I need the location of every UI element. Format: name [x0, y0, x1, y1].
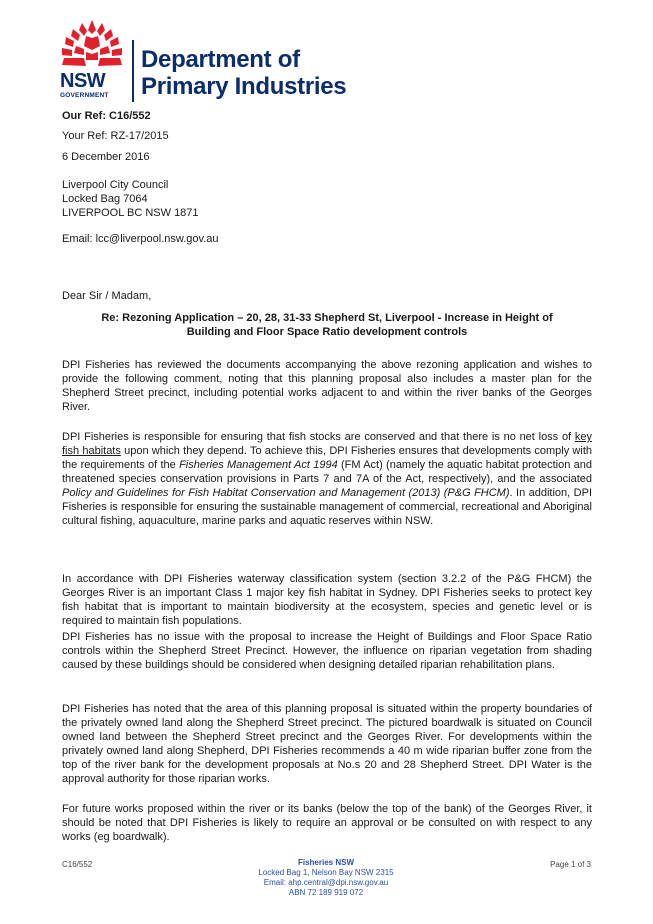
logo-divider: [132, 40, 134, 102]
policy-guidelines-title: Policy and Guidelines for Fish Habitat Conservation and Management (2013) (P&G FHCM): [62, 487, 510, 499]
subject-line-1: Re: Rezoning Application – 20, 28, 31-33 Shepherd St, Liverpool - Increase in Height of: [101, 312, 553, 324]
department-name-line2: Primary Industries: [141, 73, 347, 100]
paragraph-1: DPI Fisheries has reviewed the documents accompanying the above rezoning application and wishes to provide the following comment, noting that this planning proposal also includes a master plan for the Shepherd Street precinct, including potential works adjacent to and within the river banks of the Georges River.: [62, 359, 592, 413]
key-fish-habitats-link[interactable]: key fish habitats: [62, 431, 592, 457]
fisheries-act-title: Fisheries Management Act 1994: [179, 459, 338, 471]
paragraph-6: For future works proposed within the river or its banks (below the top of the bank) of the Georges River, it should be noted that DPI Fisheries is likely to require an approval or be consulted on with respect to any works (eg boardwalk).: [62, 803, 592, 843]
footer-reference: C16/552: [62, 860, 93, 869]
paragraph-2-text-b: upon which they depend. To achieve this, DPI Fisheries ensures that developments comply with the requirements of the: [62, 445, 592, 471]
our-reference: Our Ref: C16/552: [62, 110, 151, 122]
letter-date: 6 December 2016: [62, 151, 150, 163]
recipient-email: Email: lcc@liverpool.nsw.gov.au: [62, 233, 219, 245]
salutation: Dear Sir / Madam,: [62, 290, 152, 302]
paragraph-2: [62, 430, 592, 528]
nsw-dpi-logo: [56, 18, 346, 100]
subject-heading: [62, 311, 592, 339]
address-line-3: LIVERPOOL BC NSW 1871: [62, 207, 199, 219]
subject-line-2: Building and Floor Space Ratio development controls: [186, 326, 468, 338]
footer-address: Locked Bag 1, Nelson Bay NSW 2315: [258, 868, 394, 877]
address-line-2: Locked Bag 7064: [62, 193, 148, 205]
your-reference: Your Ref: RZ-17/2015: [62, 130, 169, 142]
footer-organisation: Fisheries NSW: [297, 858, 354, 867]
logo-nsw-text: NSW: [60, 70, 106, 92]
paragraph-2-text-c: (FM Act) (namely the aquatic habitat protection and threatened species conservation provisions in Parts 7 and 7A of the Act, respectively), and the associated: [62, 459, 592, 485]
department-name-line1: Department of: [141, 46, 300, 73]
paragraph-2-text-a: DPI Fisheries is responsible for ensuring that fish stocks are conserved and that there is no net loss of: [62, 431, 575, 443]
page-number: Page 1 of 3: [550, 860, 591, 869]
footer-email: Email: ahp.central@dpi.nsw.gov.au: [263, 878, 389, 887]
address-line-1: Liverpool City Council: [62, 179, 169, 191]
waratah-icon: [56, 18, 128, 70]
paragraph-2-text-d: . In addition, DPI Fisheries is responsible for ensuring the sustainable management of commercial, recreational and Aboriginal cultural fishing, aquaculture, marine parks and aquatic reserves within NSW.: [62, 487, 592, 527]
paragraph-3: In accordance with DPI Fisheries waterway classification system (section 3.2.2 of the P&G FHCM) the Georges River is an important Class 1 major key fish habitat in Sydney. DPI Fisheries seeks to protect key fish habitat that is important to maintain biodiversity at the ecosystem, species and genetic level or is required to maintain fish populations.: [62, 573, 592, 627]
footer-abn: ABN 72 189 919 072: [288, 888, 364, 897]
paragraph-4: DPI Fisheries has no issue with the proposal to increase the Height of Buildings and Floor Space Ratio controls within the Shepherd Street Precinct. However, the influence on riparian vegetation from shading caused by these buildings should be considered when designing detailed riparian rehabilitation plans.: [62, 631, 592, 671]
logo-government-text: GOVERNMENT: [60, 92, 109, 99]
paragraph-5: DPI Fisheries has noted that the area of this planning proposal is situated within the property boundaries of the privately owned land along the Shepherd Street precinct. The pictured boardwalk is situated on Council owned land between the Shepherd Street precinct and the Georges River. For developments within the privately owned land along Shepherd, DPI Fisheries recommends a 40 m wide riparian buffer zone from the top of the river bank for the development proposals at No.s 20 and 28 Shepherd Street. DPI Water is the approval authority for those riparian works.: [62, 703, 592, 785]
